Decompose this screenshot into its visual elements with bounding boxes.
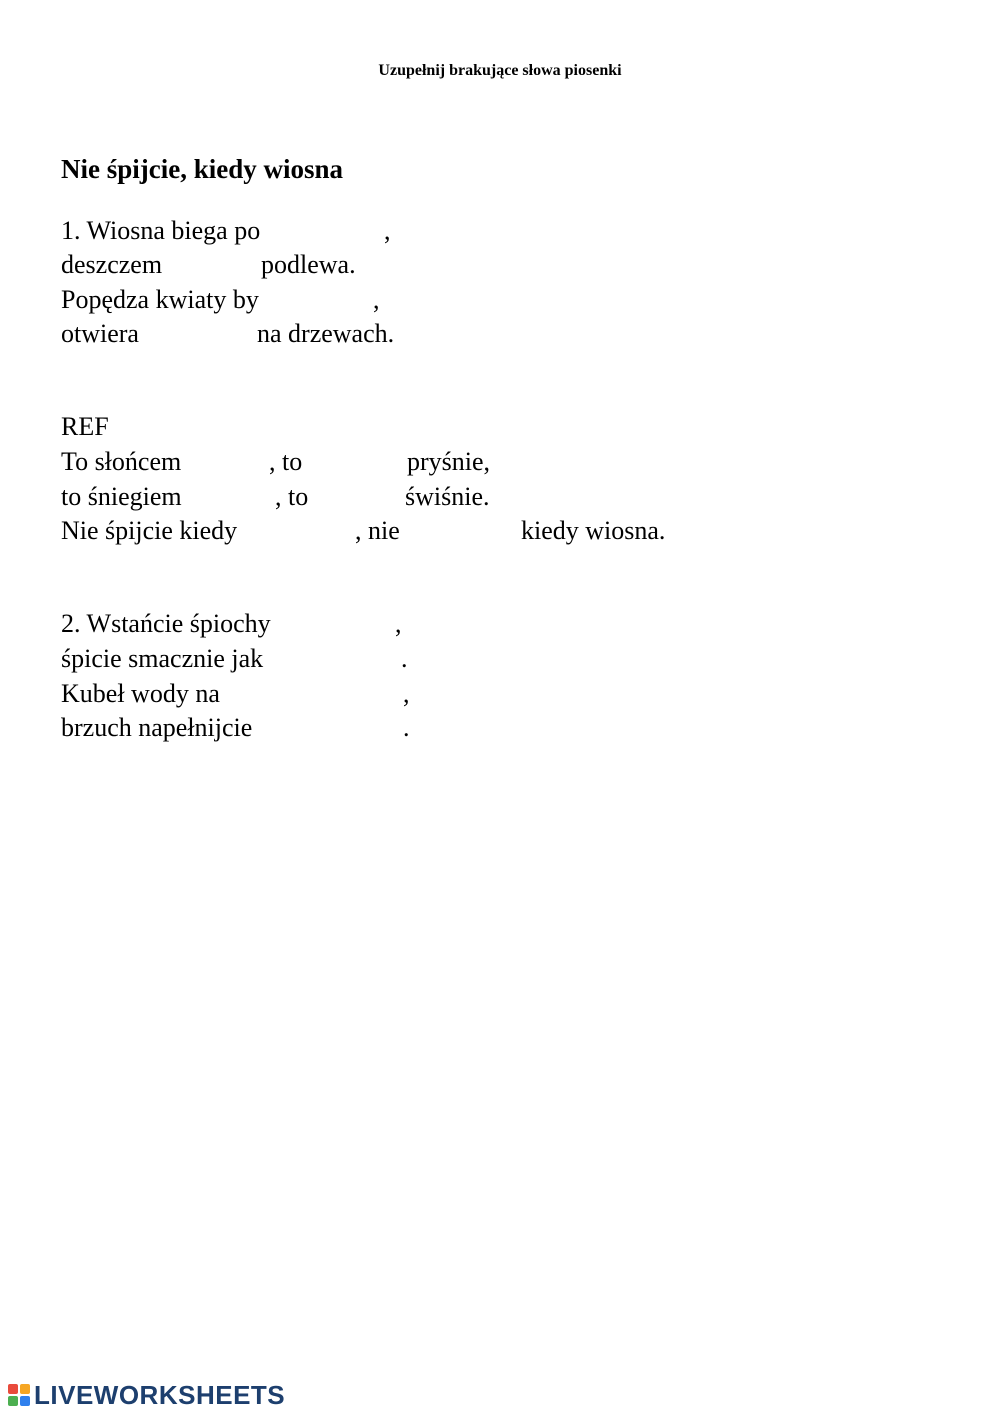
text-segment: To słońcem [61, 447, 182, 476]
logo-text: LIVEWORKSHEETS [34, 1379, 286, 1410]
worksheet-instruction: Uzupełnij brakujące słowa piosenki [378, 62, 622, 79]
liveworksheets-icon [8, 1384, 30, 1406]
text-segment: Nie śpijcie kiedy [61, 516, 238, 545]
text-segment: na drzewach. [257, 319, 395, 348]
liveworksheets-logo[interactable] [8, 1380, 285, 1410]
text-segment: Kubeł wody na [61, 679, 220, 708]
logo-square-icon [8, 1384, 18, 1394]
text-segment: . [403, 713, 410, 742]
text-segment: , [373, 285, 380, 314]
text-segment: , [403, 679, 410, 708]
text-segment: kiedy wiosna. [521, 516, 666, 545]
text-segment: , to [269, 447, 303, 476]
text-segment: , [395, 609, 402, 638]
text-segment: otwiera [61, 319, 139, 348]
text-segment: to śniegiem [61, 482, 182, 511]
logo-square-icon [8, 1396, 18, 1406]
text-segment: deszczem [61, 250, 163, 279]
text-segment: . [401, 644, 408, 673]
text-segment: podlewa. [261, 250, 356, 279]
text-segment: brzuch napełnijcie [61, 713, 253, 742]
text-segment: , nie [355, 516, 400, 545]
text-segment: REF [61, 412, 109, 441]
logo-square-icon [20, 1396, 30, 1406]
text-segment: śpicie smacznie jak [61, 644, 264, 673]
text-segment: świśnie. [405, 482, 490, 511]
song-title: Nie śpijcie, kiedy wiosna [61, 154, 344, 184]
text-segment: , to [275, 482, 309, 511]
text-segment: pryśnie, [407, 447, 491, 476]
logo-square-icon [20, 1384, 30, 1394]
text-segment: 2. Wstańcie śpiochy [61, 609, 271, 638]
text-segment: Popędza kwiaty by [61, 285, 259, 314]
text-segment: 1. Wiosna biega po [61, 216, 261, 245]
text-segment: , [384, 216, 391, 245]
